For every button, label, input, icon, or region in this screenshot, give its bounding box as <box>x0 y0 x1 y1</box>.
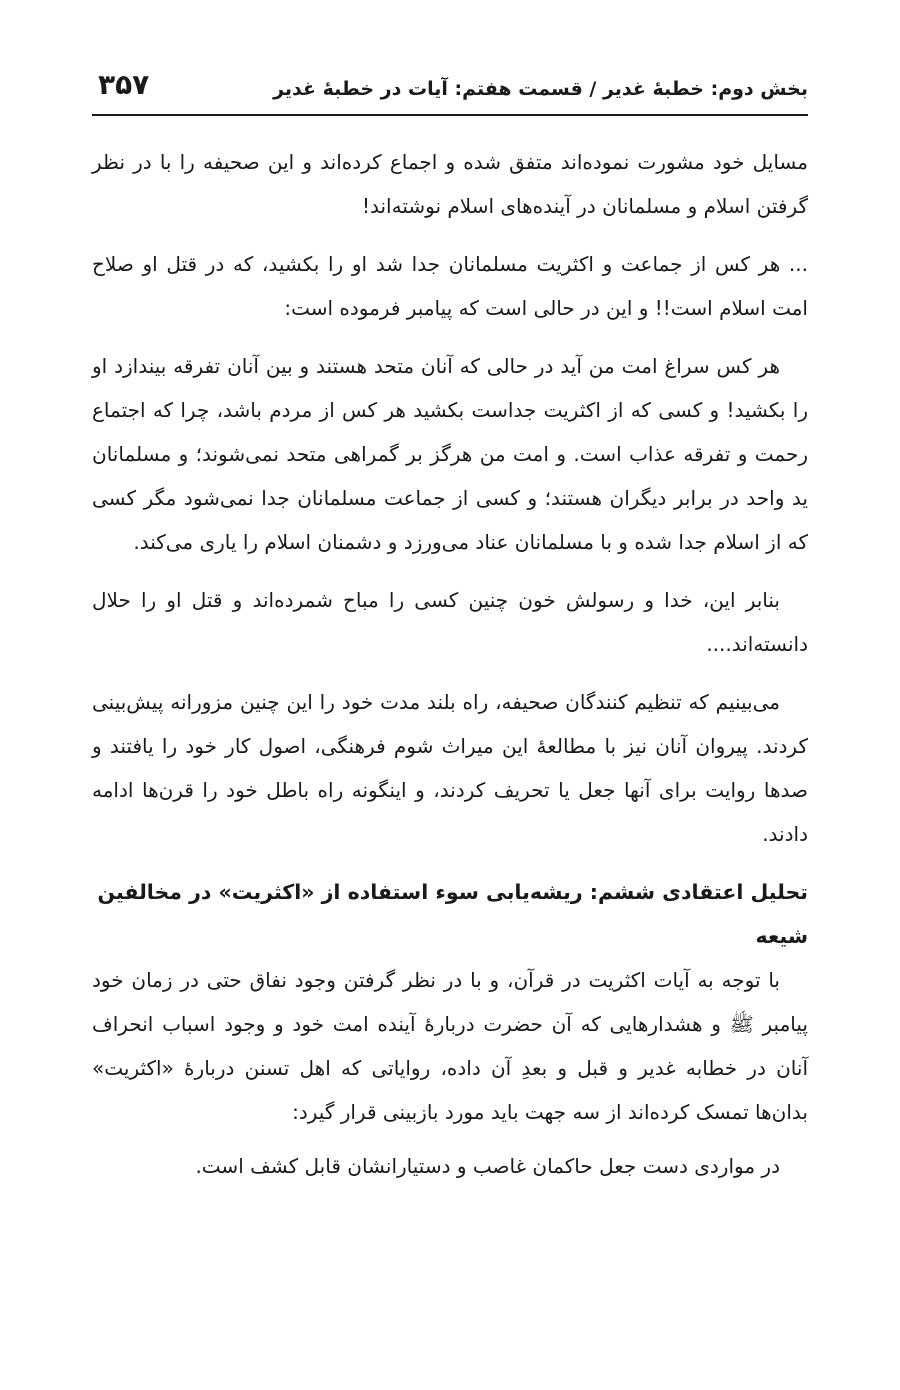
paragraph: ... هر کس از جماعت و اکثریت مسلمانان جدا شد او را بکشید، که در قتل او صلاح امت اسلام است!! و این در حالی است که پیامبر فرموده است: <box>92 252 808 320</box>
paragraph: مسایل خود مشورت نموده‌اند متفق شده و اجماع کرده‌اند و این صحیفه را با در نظر گرفتن اسلام و مسلمانان در آینده‌های اسلام نوشته‌اند! <box>92 150 808 218</box>
body-text <box>92 140 808 1188</box>
paragraph: بنابر این، خدا و رسولش خون چنین کسی را مباح شمرده‌اند و قتل او را حلال دانسته‌اند.... <box>92 588 808 656</box>
running-title: بخش دوم: خطبهٔ غدیر / قسمت هفتم: آیات در خطبهٔ غدیر <box>273 78 808 100</box>
quoted-hadith-paragraph: هر کس سراغ امت من آید در حالی که آنان متحد هستند و بین آنان تفرقه بیندازد او را بکشید! و کسی که از اکثریت جداست بکشید هر کس از مردم باشد، چرا که اجتماع رحمت و تفرقه عذاب است. و امت من هرگز بر گمراهی متحد نمی‌شوند؛ و مسلمانان ید واحد در برابر دیگران هستند؛ و کسی از جماعت مسلمانان جدا نمی‌شود مگر کسی که از اسلام جدا شده و با مسلمانان عناد می‌ورزد و دشمنان اسلام را یاری می‌کند. <box>92 354 808 554</box>
section-paragraph: در مواردی دست جعل حاکمان غاصب و دستیارانشان قابل کشف است. <box>195 1154 780 1178</box>
section-heading: تحلیل اعتقادی ششم: ریشه‌یابی سوء استفاده از «اکثریت» در مخالفین شیعه <box>97 880 808 948</box>
running-header <box>92 68 808 116</box>
page-number: ۳۵۷ <box>98 68 150 101</box>
book-page <box>92 0 808 1390</box>
section-paragraph: با توجه به آیات اکثریت در قرآن، و با در نظر گرفتن وجود نفاق حتی در زمان خود پیامبر ﷺ و هشدارهایی که آن حضرت دربارهٔ آینده امت خود و وجود اسباب انحراف آنان در خطابه غدیر و قبل و بعدِ آن داده، روایاتی که اهل تسنن دربارهٔ «اکثریت» بدان‌ها تمسک کرده‌اند از سه جهت باید مورد بازبینی قرار گیرد: <box>92 968 808 1124</box>
paragraph: می‌بینیم که تنظیم کنندگان صحیفه، راه بلند مدت خود را این چنین مزورانه پیش‌بینی کردند. پیروان آنان نیز با مطالعهٔ این میراث شوم فرهنگی، اصول کار خود را یافتند و صدها روایت برای آنها جعل یا تحریف کردند، و اینگونه راه باطل خود را قرن‌ها ادامه دادند. <box>92 690 808 846</box>
